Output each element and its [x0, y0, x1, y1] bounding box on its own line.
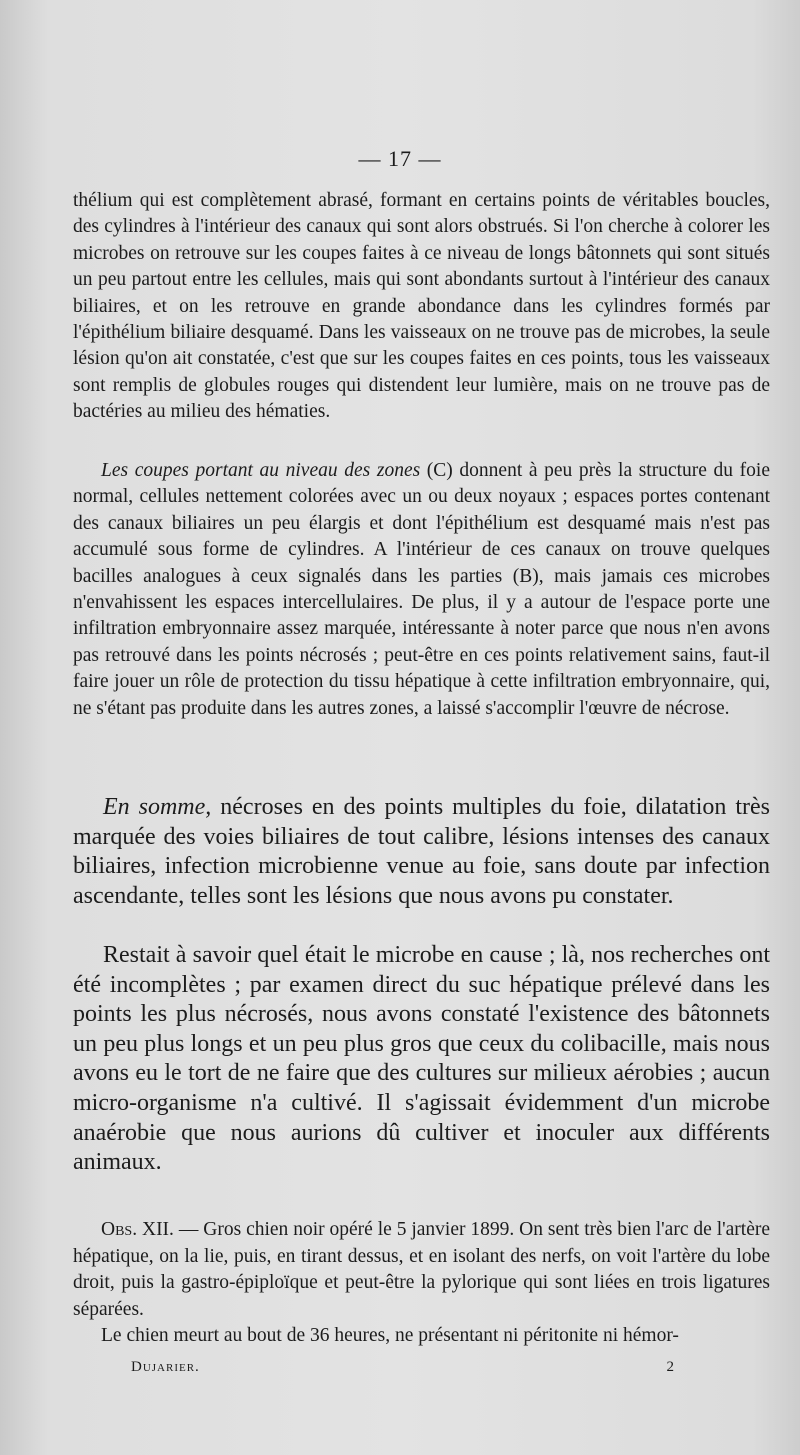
paragraph-text: thélium qui est complètement abrasé, formant en certains points de véritables boucles, des cylindres à l'intérieur des canaux qui sont alors obstrués. Si l'on cherche à colorer les microbes on retrouve sur les coupes faites à ce niveau de longs bâtonnets qui sont situés un peu partout entre les cellules, mais qui sont abondants surtout à l'intérieur des canaux biliaires, et on les retrouve en grande abondance dans les cylindres formés par l'épithélium biliaire desquamé. Dans les vaisseaux on ne trouve pas de microbes, la seule lésion qu'on ait constatée, c'est que sur les coupes faites en ces points, tous les vaisseaux sont remplis de globules rouges qui distendent leur lumière, mais on ne trouve pas de bactéries au milieu des hématies.: [73, 190, 770, 423]
signature-mark: 2: [666, 1359, 674, 1375]
paragraph-en-somme: [73, 793, 770, 911]
page-footer: [73, 1359, 770, 1383]
paragraph-text: (C) donnent à peu près la structure du foie normal, cellules nettement colorées avec un ou deux noyaux ; espaces portes contenant des canaux biliaires un peu élargis et dont l'épithélium est desquamé mais n'est pas accumulé sous forme de cylindres. A l'intérieur de ces canaux on trouve quelques bacilles analogues à ceux signalés dans les parties (B), mais jamais ces microbes n'envahissent les espaces intercellulaires. De plus, il y a autour de l'espace porte une infiltration embryonnaire assez marquée, intéressante à noter parce que nous n'en avons pas retrouvé dans les points nécrosés ; peut-être en ces points relativement sains, faut-il faire jouer un rôle de protection du tissu hépatique à cette infiltration embryonnaire, qui, ne s'étant pas produite dans les autres zones, a laissé s'accomplir l'œuvre de nécrose.: [73, 460, 770, 719]
paragraph-text: — Gros chien noir opéré le 5 janvier 1899. On sent très bien l'arc de l'artère hépatique, on la lie, puis, en tirant dessus, et en isolant des nerfs, on voit l'artère du lobe droit, puis la gastro-épiploïque et peut-être la pylorique qui sont liées en trois ligatures séparées.: [73, 1219, 771, 1320]
italic-lead: En somme,: [103, 794, 212, 820]
paragraph-text: Le chien meurt au bout de 36 heures, ne présentant ni péritonite ni hémor-: [101, 1325, 679, 1346]
paragraph-epithelium-lesions: [73, 188, 770, 426]
observation-label: Obs. XII.: [101, 1219, 174, 1240]
paragraph-chien-meurt: [73, 1323, 770, 1350]
paragraph-text: Restait à savoir quel était le microbe en cause ; là, nos recherches ont été incomplètes ; par examen direct du suc hépatique prélevé dans les points les plus nécrosés, nous avons constaté l'existence des bâtonnets un peu plus longs et un peu plus gros que ceux du colibacille, mais nous avons eu le tort de ne faire que des cultures sur milieux aérobies ; aucun micro-organisme n'a cultivé. Il s'agissait évidemment d'un microbe anaérobie que nous aurions dû cultiver et inoculer aux différents animaux.: [73, 942, 770, 1176]
paragraph-microbe: [73, 941, 770, 1178]
paragraph-text: nécroses en des points multiples du foie, dilatation très marquée des voies biliaires de tout calibre, lésions intenses des canaux biliaires, infection microbienne venue au foie, sans doute par infection ascendante, telles sont les lésions que nous avons pu constater.: [73, 794, 770, 909]
italic-lead: Les coupes portant au niveau des zones: [101, 460, 421, 481]
paragraph-zones-c: [73, 458, 770, 722]
observation-xii: [73, 1217, 770, 1323]
page-number: — 17 —: [358, 146, 442, 171]
author-name: Dujarier.: [131, 1359, 200, 1375]
